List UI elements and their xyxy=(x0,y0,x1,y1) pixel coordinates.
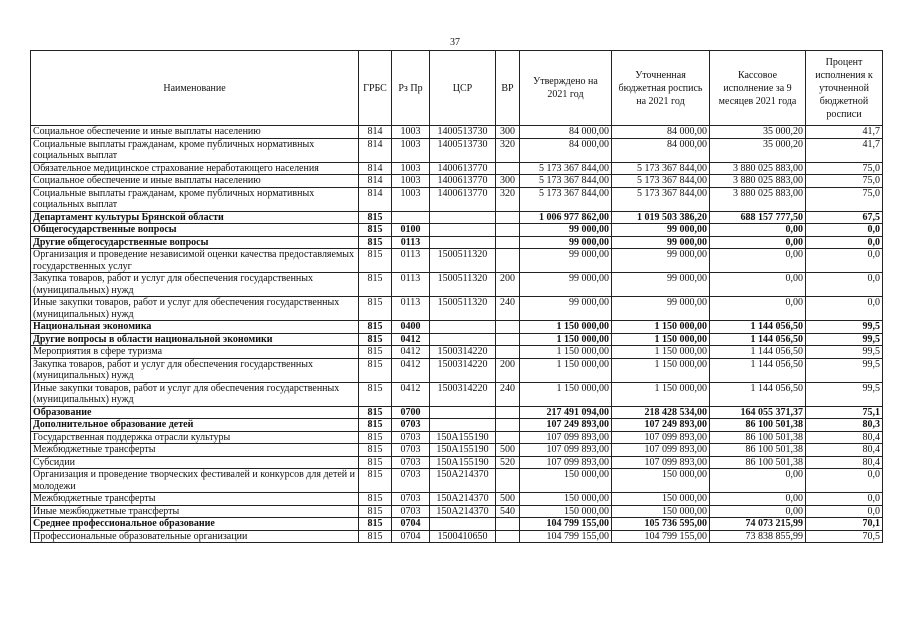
cell-csr: 150A155190 xyxy=(430,456,496,469)
cell-cash: 164 055 371,37 xyxy=(710,406,806,419)
cell-approved: 99 000,00 xyxy=(520,236,612,249)
cell-rzpr: 1003 xyxy=(392,187,430,211)
table-header xyxy=(31,51,883,126)
cell-cash: 1 144 056,50 xyxy=(710,346,806,359)
cell-rzpr xyxy=(392,211,430,224)
cell-grbs: 815 xyxy=(359,530,392,543)
cell-refined: 1 150 000,00 xyxy=(612,382,710,406)
cell-name: Субсидии xyxy=(31,456,359,469)
cell-percent: 0,0 xyxy=(806,469,883,493)
cell-grbs: 815 xyxy=(359,505,392,518)
cell-approved: 1 150 000,00 xyxy=(520,333,612,346)
cell-rzpr: 1003 xyxy=(392,175,430,188)
cell-csr: 1500410650 xyxy=(430,530,496,543)
cell-refined: 150 000,00 xyxy=(612,493,710,506)
table-row xyxy=(31,224,883,237)
cell-grbs: 815 xyxy=(359,236,392,249)
cell-refined: 1 150 000,00 xyxy=(612,333,710,346)
cell-grbs: 815 xyxy=(359,431,392,444)
cell-rzpr: 0400 xyxy=(392,321,430,334)
cell-approved: 99 000,00 xyxy=(520,249,612,273)
cell-percent: 99,5 xyxy=(806,321,883,334)
cell-percent: 0,0 xyxy=(806,236,883,249)
cell-csr: 1400613770 xyxy=(430,175,496,188)
cell-vr xyxy=(496,236,520,249)
cell-refined: 1 150 000,00 xyxy=(612,358,710,382)
cell-name: Образование xyxy=(31,406,359,419)
cell-vr xyxy=(496,249,520,273)
cell-cash: 1 144 056,50 xyxy=(710,321,806,334)
cell-refined: 5 173 367 844,00 xyxy=(612,162,710,175)
cell-name: Национальная экономика xyxy=(31,321,359,334)
cell-rzpr: 1003 xyxy=(392,162,430,175)
cell-csr xyxy=(430,518,496,531)
cell-refined: 99 000,00 xyxy=(612,236,710,249)
cell-grbs: 815 xyxy=(359,406,392,419)
cell-grbs: 815 xyxy=(359,249,392,273)
cell-name: Иные закупки товаров, работ и услуг для обеспечения государственных (муниципальных) нужд xyxy=(31,382,359,406)
cell-percent: 0,0 xyxy=(806,249,883,273)
cell-name: Другие вопросы в области национальной экономики xyxy=(31,333,359,346)
cell-approved: 5 173 367 844,00 xyxy=(520,162,612,175)
cell-approved: 84 000,00 xyxy=(520,138,612,162)
cell-csr: 150A214370 xyxy=(430,469,496,493)
budget-table xyxy=(30,50,883,543)
cell-name: Иные межбюджетные трансферты xyxy=(31,505,359,518)
cell-grbs: 815 xyxy=(359,518,392,531)
cell-approved: 1 150 000,00 xyxy=(520,382,612,406)
cell-cash: 1 144 056,50 xyxy=(710,333,806,346)
cell-approved: 150 000,00 xyxy=(520,469,612,493)
table-row xyxy=(31,273,883,297)
cell-percent: 67,5 xyxy=(806,211,883,224)
cell-csr: 1400513730 xyxy=(430,138,496,162)
table-row xyxy=(31,358,883,382)
table-row xyxy=(31,175,883,188)
cell-cash: 0,00 xyxy=(710,493,806,506)
cell-vr xyxy=(496,469,520,493)
cell-vr xyxy=(496,224,520,237)
cell-name: Другие общегосударственные вопросы xyxy=(31,236,359,249)
cell-rzpr: 0704 xyxy=(392,518,430,531)
table-row xyxy=(31,431,883,444)
cell-name: Государственная поддержка отрасли культуры xyxy=(31,431,359,444)
cell-grbs: 815 xyxy=(359,273,392,297)
cell-approved: 5 173 367 844,00 xyxy=(520,175,612,188)
cell-refined: 99 000,00 xyxy=(612,249,710,273)
table-row xyxy=(31,444,883,457)
cell-csr xyxy=(430,211,496,224)
table-row xyxy=(31,382,883,406)
cell-grbs: 815 xyxy=(359,419,392,432)
cell-cash: 86 100 501,38 xyxy=(710,456,806,469)
cell-rzpr: 0703 xyxy=(392,456,430,469)
cell-vr xyxy=(496,419,520,432)
cell-percent: 80,4 xyxy=(806,444,883,457)
cell-cash: 3 880 025 883,00 xyxy=(710,175,806,188)
cell-cash: 0,00 xyxy=(710,469,806,493)
cell-name: Профессиональные образовательные организации xyxy=(31,530,359,543)
cell-cash: 0,00 xyxy=(710,249,806,273)
cell-vr xyxy=(496,211,520,224)
table-row xyxy=(31,138,883,162)
cell-rzpr: 0412 xyxy=(392,382,430,406)
cell-grbs: 814 xyxy=(359,126,392,139)
cell-approved: 99 000,00 xyxy=(520,224,612,237)
cell-grbs: 815 xyxy=(359,382,392,406)
cell-csr: 1400613770 xyxy=(430,187,496,211)
cell-percent: 75,0 xyxy=(806,175,883,188)
cell-name: Межбюджетные трансферты xyxy=(31,444,359,457)
cell-refined: 150 000,00 xyxy=(612,505,710,518)
cell-name: Мероприятия в сфере туризма xyxy=(31,346,359,359)
cell-approved: 107 099 893,00 xyxy=(520,444,612,457)
table-row xyxy=(31,126,883,139)
cell-vr xyxy=(496,162,520,175)
cell-rzpr: 0412 xyxy=(392,333,430,346)
cell-grbs: 814 xyxy=(359,187,392,211)
table-row xyxy=(31,321,883,334)
cell-name: Социальное обеспечение и иные выплаты населению xyxy=(31,126,359,139)
cell-csr xyxy=(430,406,496,419)
cell-percent: 80,3 xyxy=(806,419,883,432)
table-row xyxy=(31,469,883,493)
cell-vr: 500 xyxy=(496,444,520,457)
cell-rzpr: 0704 xyxy=(392,530,430,543)
cell-approved: 104 799 155,00 xyxy=(520,530,612,543)
cell-approved: 99 000,00 xyxy=(520,297,612,321)
cell-vr xyxy=(496,431,520,444)
cell-csr xyxy=(430,224,496,237)
cell-refined: 218 428 534,00 xyxy=(612,406,710,419)
cell-grbs: 815 xyxy=(359,469,392,493)
cell-refined: 99 000,00 xyxy=(612,273,710,297)
cell-rzpr: 0412 xyxy=(392,346,430,359)
cell-refined: 150 000,00 xyxy=(612,469,710,493)
cell-approved: 84 000,00 xyxy=(520,126,612,139)
table-row xyxy=(31,162,883,175)
cell-percent: 70,5 xyxy=(806,530,883,543)
cell-cash: 3 880 025 883,00 xyxy=(710,162,806,175)
cell-vr: 200 xyxy=(496,358,520,382)
cell-grbs: 815 xyxy=(359,211,392,224)
cell-rzpr: 0703 xyxy=(392,419,430,432)
cell-cash: 1 144 056,50 xyxy=(710,358,806,382)
cell-cash: 35 000,20 xyxy=(710,126,806,139)
cell-cash: 0,00 xyxy=(710,224,806,237)
cell-name: Социальное обеспечение и иные выплаты населению xyxy=(31,175,359,188)
cell-approved: 1 150 000,00 xyxy=(520,358,612,382)
cell-name: Закупка товаров, работ и услуг для обеспечения государственных (муниципальных) нужд xyxy=(31,273,359,297)
cell-name: Общегосударственные вопросы xyxy=(31,224,359,237)
cell-csr: 150A155190 xyxy=(430,431,496,444)
table-row xyxy=(31,419,883,432)
cell-csr: 150A214370 xyxy=(430,505,496,518)
cell-approved: 150 000,00 xyxy=(520,505,612,518)
cell-cash: 74 073 215,99 xyxy=(710,518,806,531)
table-row xyxy=(31,505,883,518)
cell-refined: 107 099 893,00 xyxy=(612,431,710,444)
cell-name: Межбюджетные трансферты xyxy=(31,493,359,506)
table-row xyxy=(31,493,883,506)
cell-percent: 75,0 xyxy=(806,187,883,211)
cell-csr: 150A214370 xyxy=(430,493,496,506)
cell-approved: 150 000,00 xyxy=(520,493,612,506)
cell-vr: 320 xyxy=(496,138,520,162)
header-vr: ВР xyxy=(496,51,520,126)
cell-percent: 75,1 xyxy=(806,406,883,419)
header-cash: Кассовое исполнение за 9 месяцев 2021 года xyxy=(710,51,806,126)
table-row xyxy=(31,518,883,531)
cell-csr: 1500511320 xyxy=(430,297,496,321)
cell-csr xyxy=(430,333,496,346)
cell-approved: 107 099 893,00 xyxy=(520,431,612,444)
cell-cash: 86 100 501,38 xyxy=(710,431,806,444)
table-row xyxy=(31,346,883,359)
cell-grbs: 815 xyxy=(359,346,392,359)
cell-csr: 1500511320 xyxy=(430,249,496,273)
table-row xyxy=(31,297,883,321)
cell-grbs: 814 xyxy=(359,175,392,188)
cell-refined: 107 249 893,00 xyxy=(612,419,710,432)
cell-refined: 5 173 367 844,00 xyxy=(612,187,710,211)
cell-percent: 80,4 xyxy=(806,456,883,469)
table-row xyxy=(31,236,883,249)
header-approved: Утверждено на 2021 год xyxy=(520,51,612,126)
cell-grbs: 815 xyxy=(359,224,392,237)
cell-vr: 500 xyxy=(496,493,520,506)
cell-cash: 86 100 501,38 xyxy=(710,444,806,457)
cell-name: Дополнительное образование детей xyxy=(31,419,359,432)
header-name: Наименование xyxy=(31,51,359,126)
header-rzpr: Рз Пр xyxy=(392,51,430,126)
cell-refined: 99 000,00 xyxy=(612,297,710,321)
header-percent: Процент исполнения к уточненной бюджетной росписи xyxy=(806,51,883,126)
cell-refined: 84 000,00 xyxy=(612,126,710,139)
cell-rzpr: 0100 xyxy=(392,224,430,237)
table-row xyxy=(31,249,883,273)
cell-grbs: 815 xyxy=(359,321,392,334)
cell-cash: 73 838 855,99 xyxy=(710,530,806,543)
cell-approved: 107 099 893,00 xyxy=(520,456,612,469)
cell-approved: 1 150 000,00 xyxy=(520,346,612,359)
cell-rzpr: 0700 xyxy=(392,406,430,419)
table-row xyxy=(31,530,883,543)
table-row xyxy=(31,406,883,419)
cell-vr: 300 xyxy=(496,126,520,139)
cell-cash: 0,00 xyxy=(710,505,806,518)
cell-percent: 99,5 xyxy=(806,346,883,359)
cell-rzpr: 0703 xyxy=(392,505,430,518)
cell-csr xyxy=(430,236,496,249)
cell-vr xyxy=(496,333,520,346)
cell-csr: 1500314220 xyxy=(430,346,496,359)
cell-csr: 1500314220 xyxy=(430,382,496,406)
cell-approved: 1 006 977 862,00 xyxy=(520,211,612,224)
cell-rzpr: 0703 xyxy=(392,469,430,493)
header-refined: Уточненная бюджетная роспись на 2021 год xyxy=(612,51,710,126)
cell-name: Департамент культуры Брянской области xyxy=(31,211,359,224)
cell-grbs: 815 xyxy=(359,493,392,506)
cell-approved: 104 799 155,00 xyxy=(520,518,612,531)
cell-percent: 0,0 xyxy=(806,493,883,506)
cell-grbs: 815 xyxy=(359,456,392,469)
cell-refined: 1 150 000,00 xyxy=(612,321,710,334)
cell-percent: 99,5 xyxy=(806,333,883,346)
cell-grbs: 814 xyxy=(359,162,392,175)
cell-refined: 99 000,00 xyxy=(612,224,710,237)
cell-approved: 107 249 893,00 xyxy=(520,419,612,432)
cell-cash: 86 100 501,38 xyxy=(710,419,806,432)
cell-rzpr: 0703 xyxy=(392,444,430,457)
cell-grbs: 815 xyxy=(359,358,392,382)
cell-refined: 105 736 595,00 xyxy=(612,518,710,531)
cell-rzpr: 0113 xyxy=(392,297,430,321)
cell-csr: 1400513730 xyxy=(430,126,496,139)
cell-rzpr: 0703 xyxy=(392,493,430,506)
cell-cash: 1 144 056,50 xyxy=(710,382,806,406)
cell-approved: 217 491 094,00 xyxy=(520,406,612,419)
cell-refined: 104 799 155,00 xyxy=(612,530,710,543)
cell-percent: 0,0 xyxy=(806,297,883,321)
cell-name: Иные закупки товаров, работ и услуг для обеспечения государственных (муниципальных) нужд xyxy=(31,297,359,321)
table-row xyxy=(31,187,883,211)
cell-refined: 1 019 503 386,20 xyxy=(612,211,710,224)
cell-refined: 107 099 893,00 xyxy=(612,444,710,457)
cell-vr xyxy=(496,406,520,419)
cell-percent: 41,7 xyxy=(806,126,883,139)
table-row xyxy=(31,333,883,346)
cell-name: Социальные выплаты гражданам, кроме публичных нормативных социальных выплат xyxy=(31,138,359,162)
cell-approved: 1 150 000,00 xyxy=(520,321,612,334)
header-grbs: ГРБС xyxy=(359,51,392,126)
cell-percent: 80,4 xyxy=(806,431,883,444)
cell-csr xyxy=(430,321,496,334)
cell-cash: 688 157 777,50 xyxy=(710,211,806,224)
cell-vr: 520 xyxy=(496,456,520,469)
cell-rzpr: 0113 xyxy=(392,273,430,297)
cell-csr: 1500511320 xyxy=(430,273,496,297)
cell-cash: 0,00 xyxy=(710,236,806,249)
cell-cash: 3 880 025 883,00 xyxy=(710,187,806,211)
cell-csr: 1400613770 xyxy=(430,162,496,175)
cell-vr xyxy=(496,321,520,334)
table-row xyxy=(31,211,883,224)
cell-vr: 200 xyxy=(496,273,520,297)
cell-rzpr: 0113 xyxy=(392,236,430,249)
cell-csr xyxy=(430,419,496,432)
cell-percent: 0,0 xyxy=(806,224,883,237)
cell-percent: 0,0 xyxy=(806,505,883,518)
cell-percent: 99,5 xyxy=(806,382,883,406)
table-row xyxy=(31,456,883,469)
cell-name: Организация и проведение творческих фестивалей и конкурсов для детей и молодежи xyxy=(31,469,359,493)
cell-name: Обязательное медицинское страхование неработающего населения xyxy=(31,162,359,175)
cell-grbs: 815 xyxy=(359,333,392,346)
cell-refined: 84 000,00 xyxy=(612,138,710,162)
cell-grbs: 815 xyxy=(359,297,392,321)
cell-rzpr: 0113 xyxy=(392,249,430,273)
cell-csr: 1500314220 xyxy=(430,358,496,382)
cell-approved: 5 173 367 844,00 xyxy=(520,187,612,211)
cell-percent: 41,7 xyxy=(806,138,883,162)
cell-vr: 240 xyxy=(496,297,520,321)
cell-name: Организация и проведение независимой оценки качества предоставляемых государственных услуг xyxy=(31,249,359,273)
cell-vr: 300 xyxy=(496,175,520,188)
cell-vr: 320 xyxy=(496,187,520,211)
cell-approved: 99 000,00 xyxy=(520,273,612,297)
cell-percent: 0,0 xyxy=(806,273,883,297)
cell-vr: 240 xyxy=(496,382,520,406)
cell-grbs: 815 xyxy=(359,444,392,457)
cell-name: Социальные выплаты гражданам, кроме публичных нормативных социальных выплат xyxy=(31,187,359,211)
cell-cash: 0,00 xyxy=(710,297,806,321)
header-csr: ЦСР xyxy=(430,51,496,126)
cell-rzpr: 1003 xyxy=(392,138,430,162)
cell-name: Среднее профессиональное образование xyxy=(31,518,359,531)
cell-rzpr: 0703 xyxy=(392,431,430,444)
cell-percent: 75,0 xyxy=(806,162,883,175)
cell-percent: 99,5 xyxy=(806,358,883,382)
page-number: 37 xyxy=(450,37,460,48)
cell-rzpr: 0412 xyxy=(392,358,430,382)
cell-vr xyxy=(496,530,520,543)
cell-csr: 150A155190 xyxy=(430,444,496,457)
cell-grbs: 814 xyxy=(359,138,392,162)
cell-vr xyxy=(496,518,520,531)
cell-name: Закупка товаров, работ и услуг для обеспечения государственных (муниципальных) нужд xyxy=(31,358,359,382)
cell-vr: 540 xyxy=(496,505,520,518)
cell-refined: 1 150 000,00 xyxy=(612,346,710,359)
cell-refined: 107 099 893,00 xyxy=(612,456,710,469)
cell-cash: 0,00 xyxy=(710,273,806,297)
cell-percent: 70,1 xyxy=(806,518,883,531)
cell-vr xyxy=(496,346,520,359)
cell-cash: 35 000,20 xyxy=(710,138,806,162)
cell-refined: 5 173 367 844,00 xyxy=(612,175,710,188)
cell-rzpr: 1003 xyxy=(392,126,430,139)
